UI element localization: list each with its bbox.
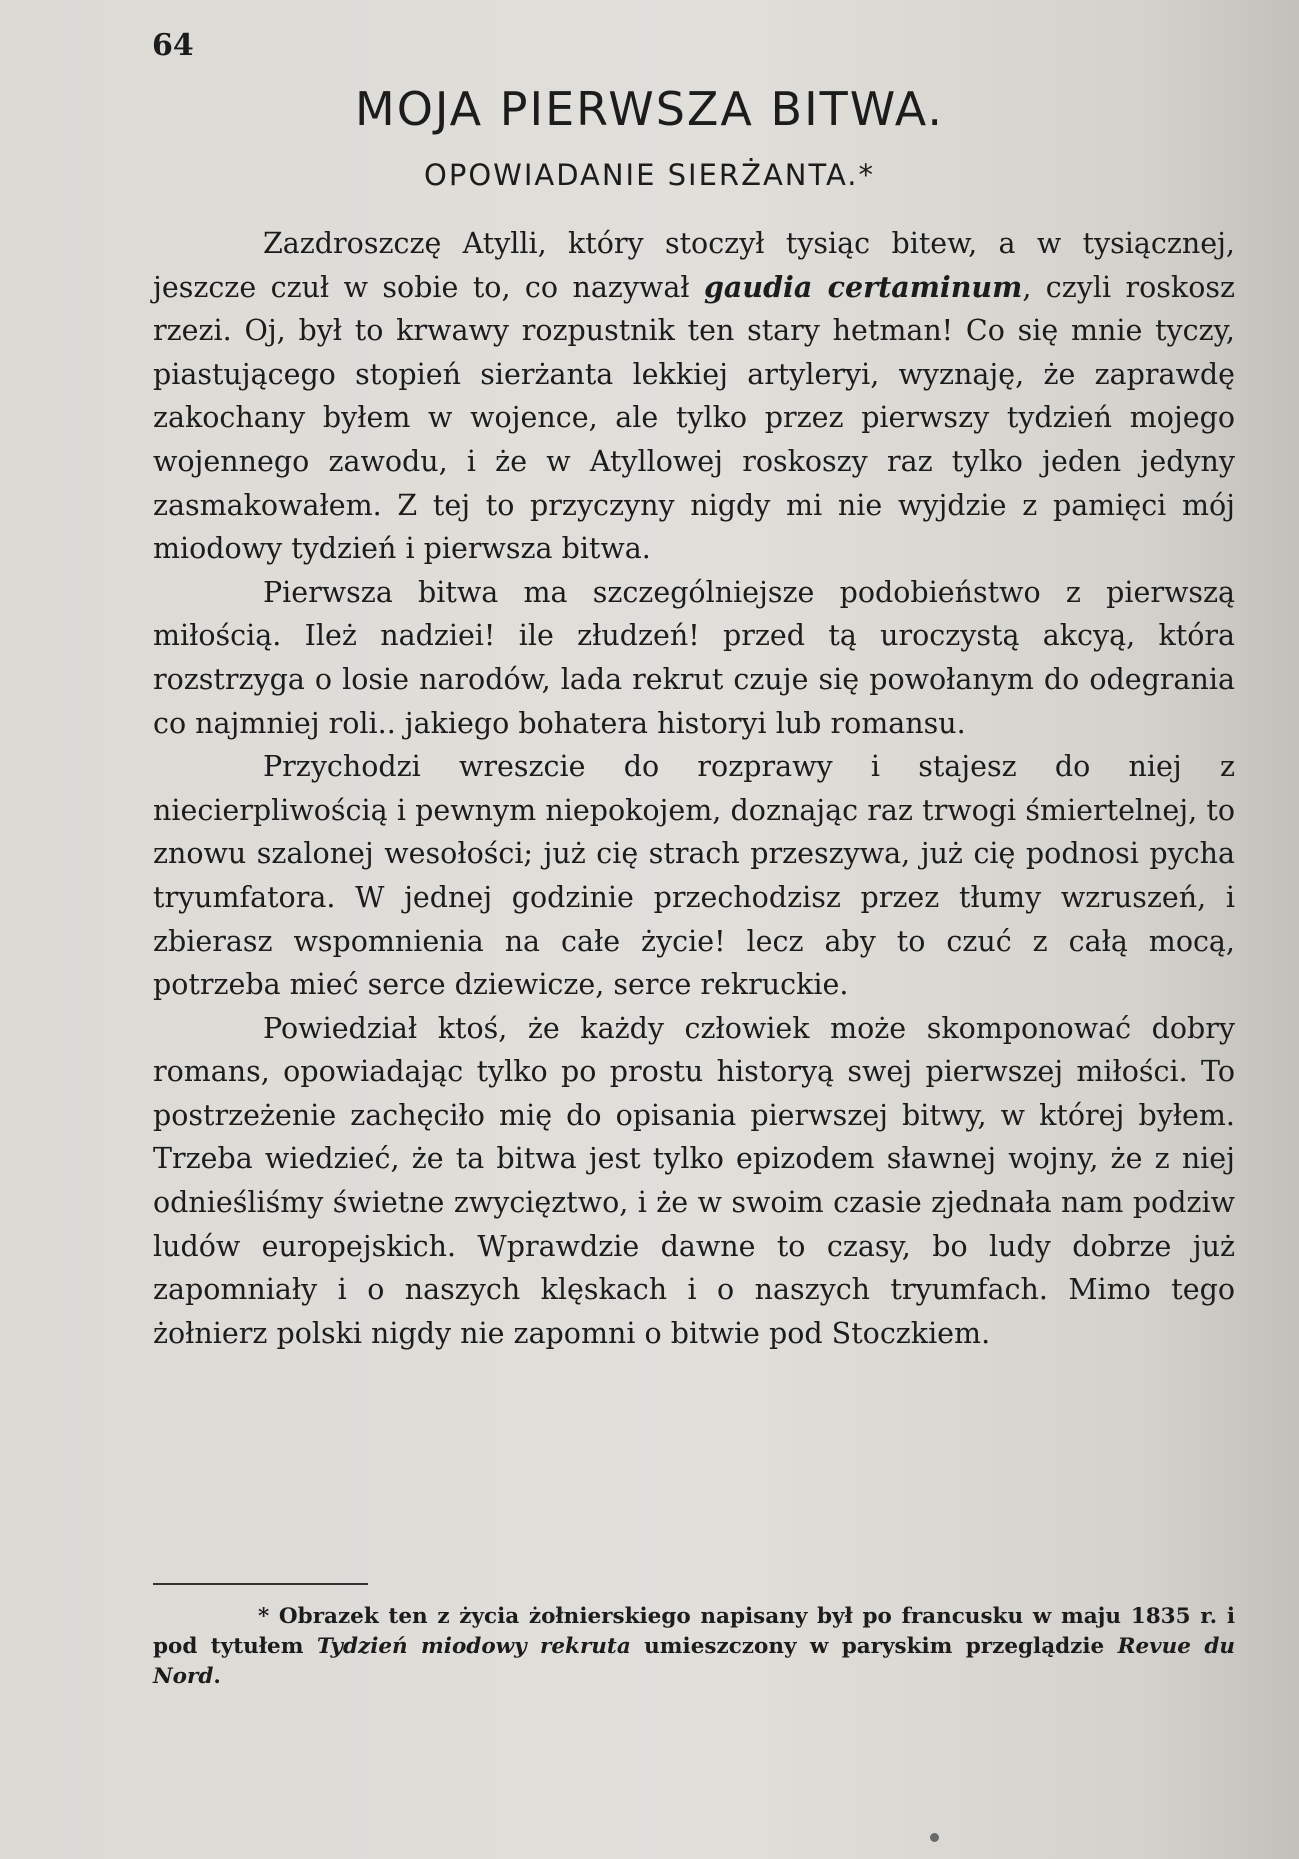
chapter-subtitle: OPOWIADANIE SIERŻANTA.* xyxy=(424,158,875,192)
footnote-rule xyxy=(153,1583,368,1585)
footnote xyxy=(153,1602,1235,1692)
text-run: Pierwsza bitwa ma szczególniejsze podobieństwo z pierwszą miłością. Ileż nadziei! ile złudzeń! przed tą uroczystą akcyą, która rozstrzyga o losie narodów, lada rekrut czuje się powołanym do odegrania co najmniej roli.. jakiego bohatera historyi lub romansu. xyxy=(153,575,1235,740)
text-run: Powiedział ktoś, że każdy człowiek może skomponować dobry romans, opowiadając tylko po prostu historyą swej pierwszej miłości. To postrzeżenie zachęciło mię do opisania pierwszej bitwy, w której byłem. Trzeba wiedzieć, że ta bitwa jest tylko epizodem sławnej wojny, że z niej odnieśliśmy świetne zwycięztwo, i że w swoim czasie zjednała nam podziw ludów europejskich. Wprawdzie dawne to czasy, bo ludy dobrze już zapomniały i o naszych klęskach i o naszych tryumfach. Mimo tego żołnierz polski nigdy nie zapomni o bitwie pod Stoczkiem. xyxy=(153,1011,1235,1350)
paragraph xyxy=(153,1007,1235,1356)
text-run: , czyli roskosz rzezi. Oj, był to krwawy rozpustnik ten stary hetman! Co się mnie tyczy, piastującego stopień sierżanta lekkiej artyleryi, wyznaję, że zaprawdę zakochany byłem w wojence, ale tylko przez pierwszy tydzień mojego wojennego zawodu, i że w Atyllowej roskoszy raz tylko jeden jedyny zasmakowałem. Z tej to przyczyny nigdy mi nie wyjdzie z pamięci mój miodowy tydzień i pierwsza bitwa. xyxy=(153,270,1235,566)
chapter-title: MOJA PIERWSZA BITWA. xyxy=(355,82,944,136)
paragraph xyxy=(153,222,1235,571)
paragraph xyxy=(153,745,1235,1007)
page-number: 64 xyxy=(152,28,194,63)
italic-phrase: Revue du Nord xyxy=(153,1634,1235,1689)
paper-speck xyxy=(930,1833,939,1842)
italic-phrase: Tydzień miodowy rekruta xyxy=(316,1634,631,1659)
body-text xyxy=(153,222,1235,1355)
footnote-text xyxy=(153,1602,1235,1692)
text-run: Zazdroszczę Atylli, który stoczył tysiąc bitew, a w tysiącznej, jeszcze czuł w sobie to, co nazywał xyxy=(153,227,1235,304)
text-run: . xyxy=(213,1664,221,1689)
paragraph xyxy=(153,571,1235,745)
text-run: umieszczony w paryskim przeglądzie xyxy=(630,1634,1118,1659)
text-run: * Obrazek ten z życia żołnierskiego napisany był po francusku w maju 1835 r. i pod tytułem xyxy=(153,1604,1235,1659)
text-run: Przychodzi wreszcie do rozprawy i stajesz do niej z niecierpliwością i pewnym niepokojem, doznając raz trwogi śmiertelnej, to znowu szalonej wesołości; już cię strach przeszywa, już cię podnosi pycha tryumfatora. W jednej godzinie przechodzisz przez tłumy wzruszeń, i zbierasz wspomnienia na całe życie! lecz aby to czuć z całą mocą, potrzeba mieć serce dziewicze, serce rekruckie. xyxy=(153,750,1235,1002)
italic-phrase: gaudia certaminum xyxy=(703,269,1023,304)
